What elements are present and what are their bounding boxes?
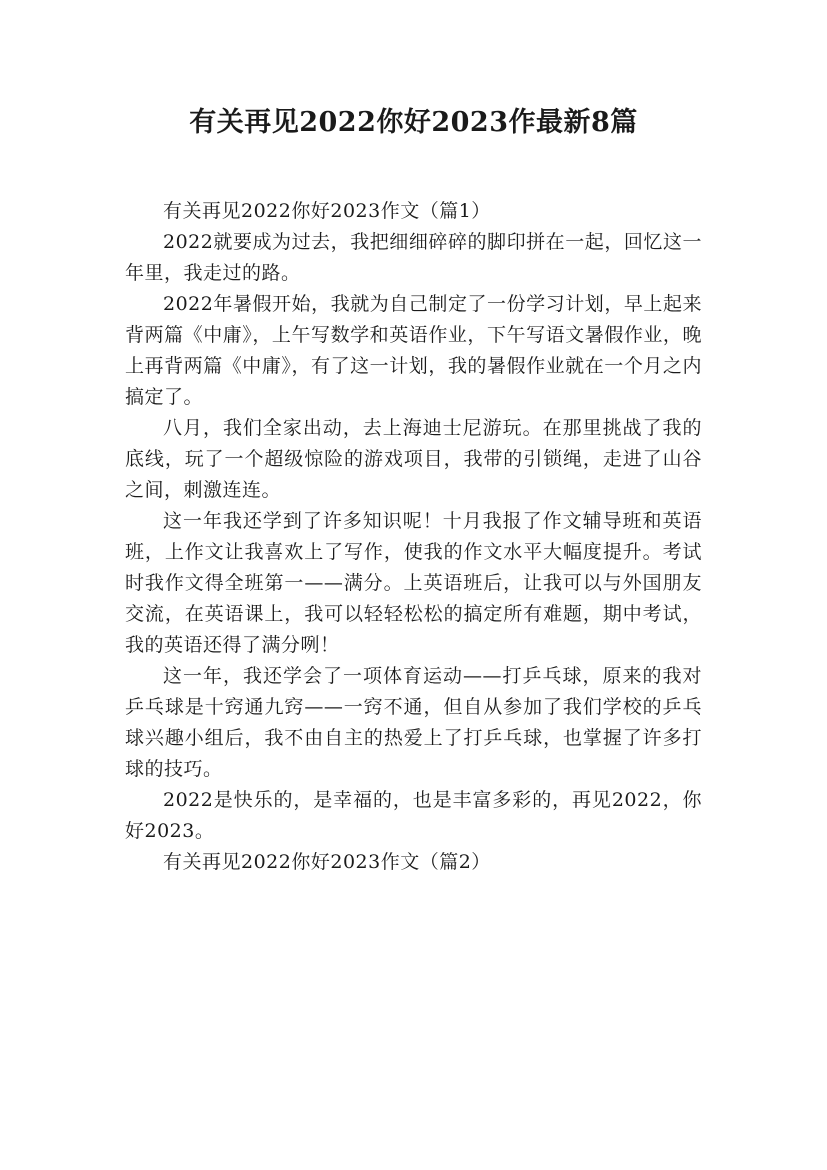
paragraph-3: 八月，我们全家出动，去上海迪士尼游玩。在那里挑战了我的底线，玩了一个超级惊险的游戏项目，我带的引锁绳，走进了山谷之间，刺激连连。 — [125, 417, 702, 501]
paragraph-2: 2022年暑假开始，我就为自己制定了一份学习计划，早上起来背两篇《中庸》，上午写数学和英语作业，下午写语文暑假作业，晚上再背两篇《中庸》，有了这一计划，我的暑假作业就在一个月之内搞定了。 — [125, 293, 702, 408]
document-body — [125, 196, 702, 878]
paragraph-1: 2022就要成为过去，我把细细碎碎的脚印拼在一起，回忆这一年里，我走过的路。 — [125, 231, 702, 284]
section-heading-1: 有关再见2022你好2023作文（篇1） — [163, 200, 491, 222]
section-heading-2: 有关再见2022你好2023作文（篇2） — [163, 851, 491, 873]
paragraph-4: 这一年我还学到了许多知识呢！十月我报了作文辅导班和英语班，上作文让我喜欢上了写作，使我的作文水平大幅度提升。考试时我作文得全班第一——满分。上英语班后，让我可以与外国朋友交流，在英语课上，我可以轻轻松松的搞定所有难题，期中考试，我的英语还得了满分咧！ — [125, 510, 702, 656]
paragraph-5: 这一年，我还学会了一项体育运动——打乒乓球，原来的我对乒乓球是十窍通九窍——一窍不通，但自从参加了我们学校的乒乓球兴趣小组后，我不由自主的热爱上了打乒乓球，也掌握了许多打球的技巧。 — [125, 665, 702, 780]
paragraph-6: 2022是快乐的，是幸福的，也是丰富多彩的，再见2022，你好2023。 — [125, 789, 702, 842]
document-title: 有关再见2022你好2023作最新8篇 — [189, 107, 638, 138]
